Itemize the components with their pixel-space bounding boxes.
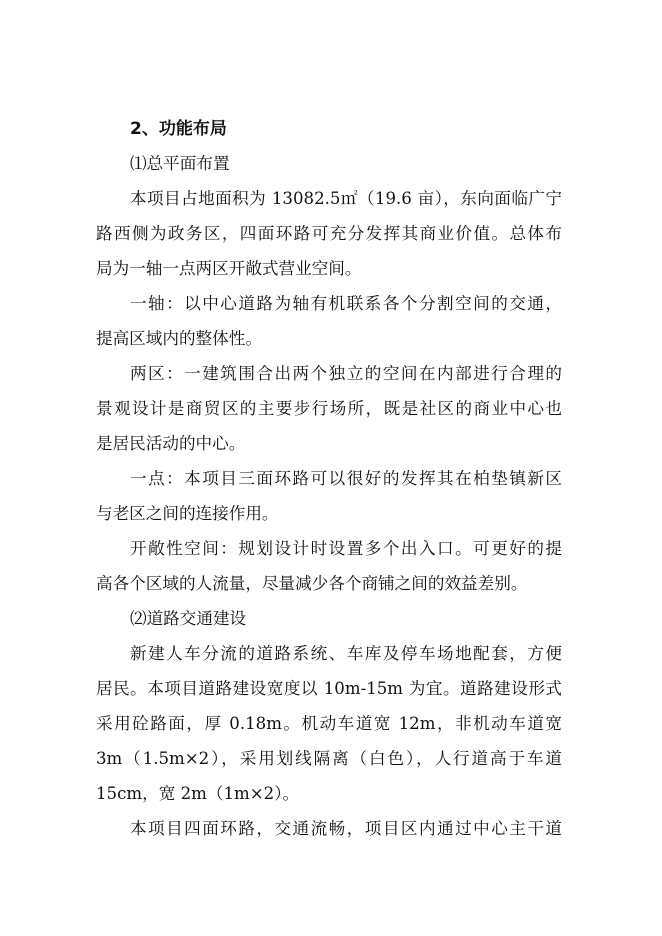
paragraph-open-space	[96, 531, 562, 601]
subsection-title-site-plan: ⑴总平面布置	[130, 154, 230, 173]
text-line: 高各个区域的人流量，尽量减少各个商铺之间的效益差别。	[96, 574, 528, 593]
text-line: 采用砼路面，厚 0.18m。机动车道宽 12m，非机动车道宽	[96, 714, 562, 733]
text-line: 3m（1.5m×2），采用划线隔离（白色），人行道高于车道	[96, 749, 562, 768]
subsection-title-road-traffic: ⑵道路交通建设	[130, 609, 247, 628]
text-line: 15cm，宽 2m（1m×2）。	[96, 784, 300, 803]
text-line: 本项目四面环路，交通流畅，项目区内通过中心主干道	[130, 819, 562, 838]
text-line: 是居民活动的中心。	[96, 434, 246, 453]
text-line: 路西侧为政务区，四面环路可充分发挥其商业价值。总体布	[96, 224, 562, 243]
text-line: 一轴：以中心道路为轴有机联系各个分割空间的交通，	[130, 294, 562, 313]
text-line: 提高区域内的整体性。	[96, 329, 262, 348]
text-line: 新建人车分流的道路系统、车库及停车场地配套，方便	[130, 644, 562, 663]
text-line: 两区：一建筑围合出两个独立的空间在内部进行合理的	[130, 364, 562, 383]
paragraph-two-zones	[96, 356, 562, 461]
paragraph-one-point	[96, 461, 562, 531]
paragraph-road-system	[96, 636, 562, 811]
text-line: 开敞性空间：规划设计时设置多个出入口。可更好的提	[130, 539, 562, 558]
paragraph-one-axis	[96, 286, 562, 356]
text-line: 居民。本项目道路建设宽度以 10m-15m 为宜。道路建设形式	[96, 679, 562, 698]
text-line: 本项目占地面积为 13082.5㎡（19.6 亩），东向面临广宁	[130, 189, 562, 208]
paragraph-site-area	[96, 181, 562, 286]
text-line: 局为一轴一点两区开敞式营业空间。	[96, 259, 362, 278]
paragraph-traffic-flow	[96, 811, 562, 846]
text-line: 一点：本项目三面环路可以很好的发挥其在柏垫镇新区	[130, 469, 562, 488]
text-line: 景观设计是商贸区的主要步行场所，既是社区的商业中心也	[96, 399, 562, 418]
document-body	[96, 112, 562, 846]
section-heading: 2、功能布局	[130, 119, 227, 139]
text-line: 与老区之间的连接作用。	[96, 504, 279, 523]
